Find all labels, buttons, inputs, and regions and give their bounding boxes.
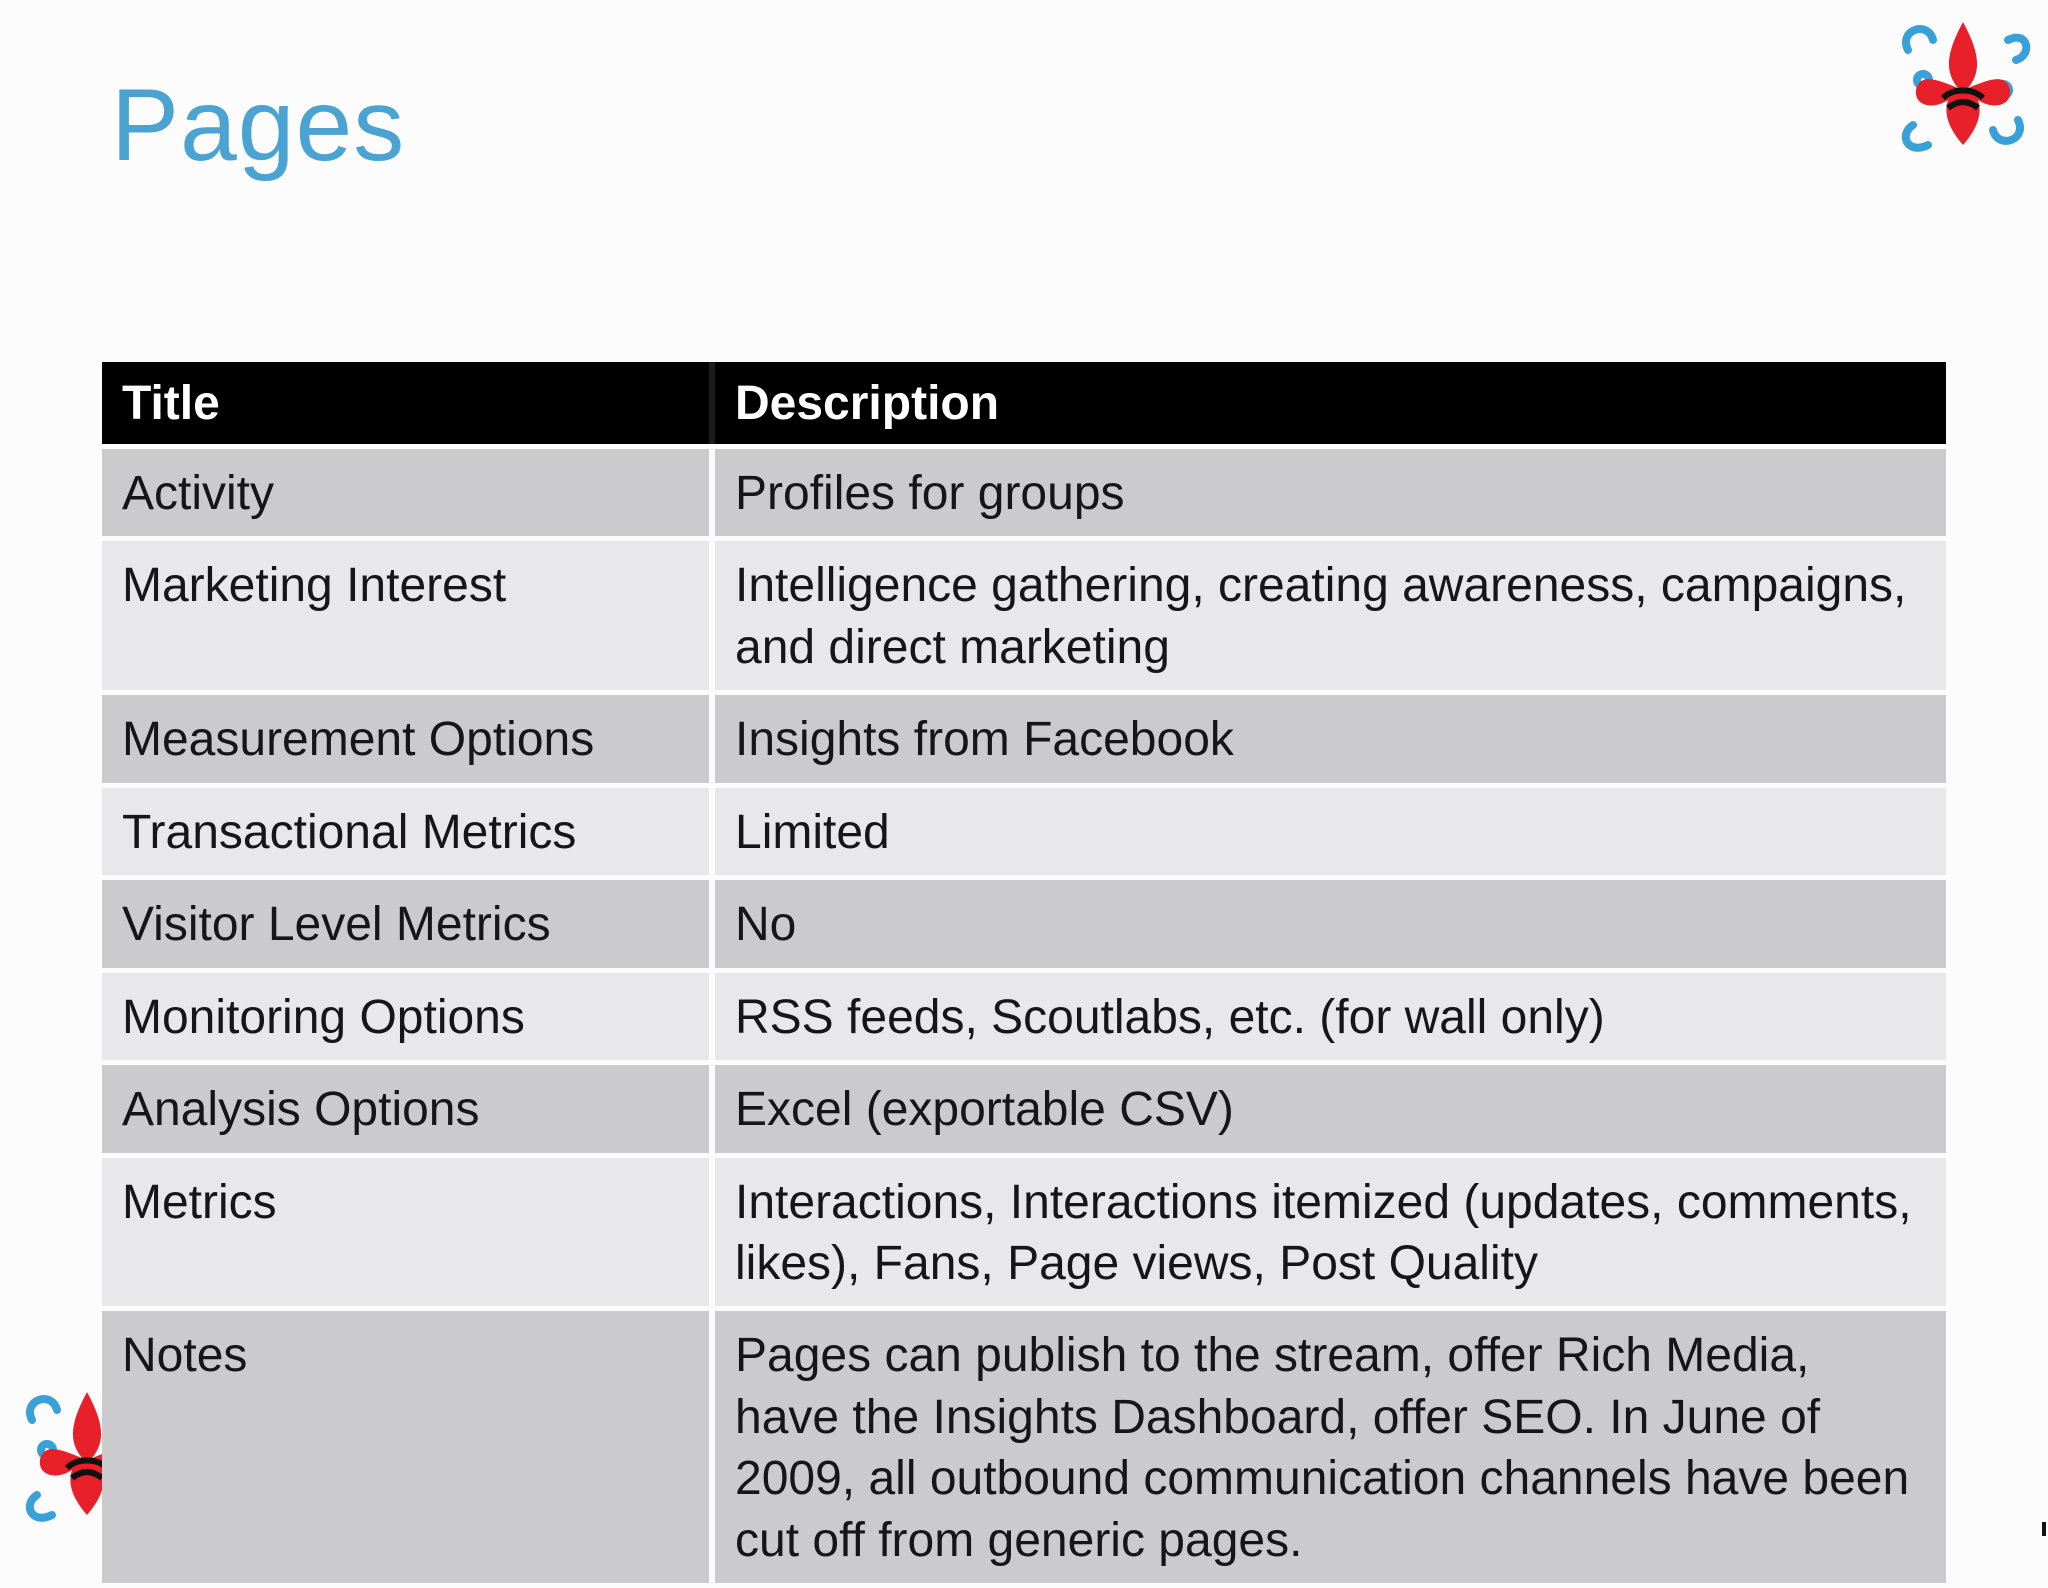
row-title: Transactional Metrics [102, 788, 715, 875]
table-row [102, 973, 1946, 1060]
row-title: Activity [102, 449, 715, 536]
row-description: Intelligence gathering, creating awareness, campaigns, and direct marketing [715, 541, 1946, 690]
row-title: Marketing Interest [102, 541, 715, 690]
row-description: Excel (exportable CSV) [715, 1065, 1946, 1152]
row-description: No [715, 880, 1946, 967]
table-row [102, 449, 1946, 536]
table-row [102, 788, 1946, 875]
table-row [102, 880, 1946, 967]
row-title: Metrics [102, 1158, 715, 1307]
row-title: Analysis Options [102, 1065, 715, 1152]
fleur-de-lis-icon [1888, 10, 2038, 160]
row-title: Measurement Options [102, 695, 715, 782]
table-row [102, 695, 1946, 782]
row-title: Visitor Level Metrics [102, 880, 715, 967]
row-description: Pages can publish to the stream, offer Rich Media, have the Insights Dashboard, offer SEO. In June of 2009, all outbound communication channels have been cut off from generic pages. [715, 1311, 1946, 1583]
row-description: RSS feeds, Scoutlabs, etc. (for wall only) [715, 973, 1946, 1060]
comparison-table [102, 357, 1946, 1588]
row-description: Interactions, Interactions itemized (updates, comments, likes), Fans, Page views, Post Quality [715, 1158, 1946, 1307]
table-row [102, 1311, 1946, 1583]
column-header-title: Title [102, 362, 715, 444]
row-description: Limited [715, 788, 1946, 875]
table-row [102, 1065, 1946, 1152]
column-header-description: Description [715, 362, 1946, 444]
row-title: Notes [102, 1311, 715, 1583]
table-row [102, 1158, 1946, 1307]
table-header-row [102, 362, 1946, 444]
corner-mark [2042, 1522, 2046, 1536]
row-title: Monitoring Options [102, 973, 715, 1060]
slide-title: Pages [111, 68, 406, 182]
table-row [102, 541, 1946, 690]
row-description: Insights from Facebook [715, 695, 1946, 782]
row-description: Profiles for groups [715, 449, 1946, 536]
